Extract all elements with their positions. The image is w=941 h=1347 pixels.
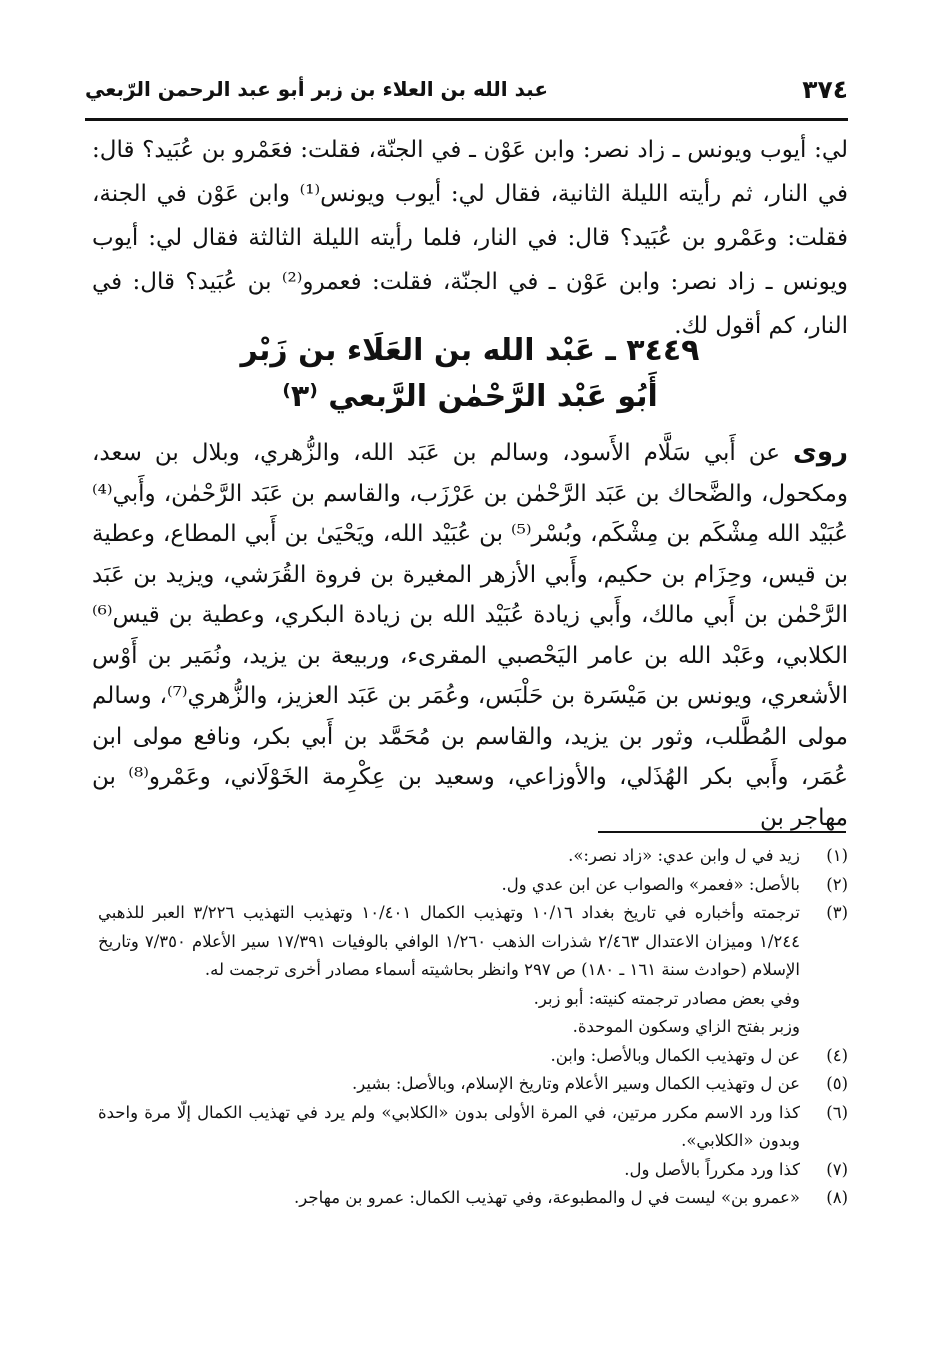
page-header — [85, 60, 848, 121]
footnote-text: «عمرو بن» ليست في ل والمطبوعة، وفي تهذيب الكمال: عمرو بن مهاجر. — [294, 1188, 800, 1207]
footnote-text: ترجمته وأخباره في تاريخ بغداد ١٠/١٦ وتهذيب الكمال ١٠/٤٠١ وتهذيب التهذيب ٣/٢٢٦ العبر للذهبي ١/٢٤٤ وميزان الاعتدال ٢/٤٦٣ شذرات الذهب ١/٢٦٠ الوافي بالوفيات ١٧/٣٩١ سير الأعلام ٧/٣٥٠ وتاريخ الإسلام (حوادث سنة ١٦١ ـ ١٨٠) ص ٢٩٧ وانظر بحاشيته أسماء مصادر أخرى ترجمت له. — [98, 903, 800, 979]
footnote — [98, 1070, 848, 1099]
footnote-continuation: وفي بعض مصادر ترجمته كنيته: أبو زبر. — [533, 988, 800, 1008]
footnote-number: (٥) — [826, 1074, 848, 1093]
page-number: ٣٧٤ — [802, 74, 848, 104]
footnote — [98, 1156, 848, 1185]
narrators-lead-word: روى — [793, 437, 848, 467]
footnote-number: (٢) — [826, 874, 848, 894]
footnote-number: (٣) — [826, 903, 848, 922]
footnote-number: (٦) — [826, 1102, 848, 1122]
footnote — [98, 1042, 848, 1071]
footnote — [98, 899, 848, 985]
narrators-paragraph — [92, 432, 848, 838]
footnote-text: عن ل وتهذيب الكمال وبالأصل: وابن. — [550, 1045, 800, 1065]
footnote — [98, 842, 848, 871]
narrators-text: عن أَبي سَلَّام الأَسود، وسالم بن عَبَد الله، والزُّهري، وبلال بن سعد، ومكحول، والضَّحاك بن عَبَد الرَّحْمٰن بن عَرْزَب، والقاسم بن عَبَد الرَّحْمٰن، وأَبي⁽⁴⁾ عُبَيْد الله مِشْكَم بن مِشْكَم، وبُسْر⁽⁵⁾ بن عُبَيْد الله، ويَحْيَىٰ بن أَبي المطاع، وعطية بن قيس، وحِزَام بن حكيم، وأَبي الأزهر المغيرة بن فروة القُرَشي، ويزيد بن عَبَد الرَّحْمٰن بن أَبي مالك، وأَبي زيادة عُبَيْد الله بن زيادة البكري، وعطية بن قيس⁽⁶⁾ الكلابي، وعَبْد الله بن عامر اليَحْصبي المقرىء، وربيعة بن يزيد، ونُمَير بن أَوْس الأشعري، ويونس بن مَيْسَرة بن حَلْبَس، وعُمَر بن عَبَد العزيز، والزُّهري⁽⁷⁾، وسالم مولى المُطَّلب، وثور بن يزيد، والقاسم بن مُحَمَّد بن أَبي بكر، ونافع مولى ابن عُمَر، وأَبي بكر الهُذَلي، والأوزاعي، وسعيد بن عِكْرِمة الخَوْلَاني، وعَمْرو⁽⁸⁾ بن مهاجر بن — [92, 440, 849, 831]
footnote — [98, 871, 848, 900]
footnote-continuation: وزبر بفتح الزاي وسكون الموحدة. — [572, 1017, 800, 1036]
paragraph-text: لي: أيوب ويونس ـ زاد نصر: وابن عَوْن ـ في الجنّة، فقلت: فعَمْرو بن عُبَيد؟ قال: في النار، ثم رأيته الليلة الثانية، فقال لي: أيوب ويونس⁽¹⁾ وابن عَوْن في الجنة، فقلت: وعَمْرو بن عُبَيد؟ قال: في النار، فلما رأيته الليلة الثالثة فقال لي: أيوب ويونس ـ زاد نصر: وابن عَوْن ـ في الجنّة، فقلت: فعمرو⁽²⁾ بن عُبَيد؟ قال: في النار، كم أقول لك. — [92, 137, 848, 339]
footnote-text: كذا ورد الاسم مكرر مرتين، في المرة الأولى بدون «الكلابي» ولم يرد في تهذيب الكمال إلّا مرة واحدة وبدون «الكلابي». — [98, 1102, 800, 1150]
footnote-text: بالأصل: «فعمر» والصواب عن ابن عدي ول. — [501, 874, 800, 894]
footnote-number: (٤) — [826, 1045, 848, 1065]
entry-title-line-2: أَبُو عَبْد الرَّحْمٰن الرَّبعي ⁽٣⁾ — [282, 379, 658, 414]
footnote — [98, 1184, 848, 1213]
footnote-text: عن ل وتهذيب الكمال وسير الأعلام وتاريخ الإسلام، وبالأصل: بشير. — [352, 1074, 800, 1093]
entry-heading — [92, 328, 848, 420]
footnote-separator — [598, 831, 846, 833]
footnote-number: (٧) — [826, 1159, 848, 1179]
entry-title-line-1: ٣٤٤٩ ـ عَبْد الله بن العَلَاء بن زَبْر — [240, 333, 700, 368]
footnotes — [98, 842, 848, 1213]
continued-paragraph — [92, 128, 848, 348]
running-head: عبد الله بن العلاء بن زبر أبو عبد الرحمن الرّبعي — [85, 77, 548, 101]
footnote-number: (٨) — [826, 1188, 848, 1207]
footnote-text: كذا ورد مكرراً بالأصل ول. — [624, 1159, 800, 1179]
footnote-number: (١) — [826, 846, 848, 865]
footnote — [98, 1099, 848, 1156]
footnote-text: زيد في ل وابن عدي: «زاد نصر:». — [568, 846, 800, 865]
